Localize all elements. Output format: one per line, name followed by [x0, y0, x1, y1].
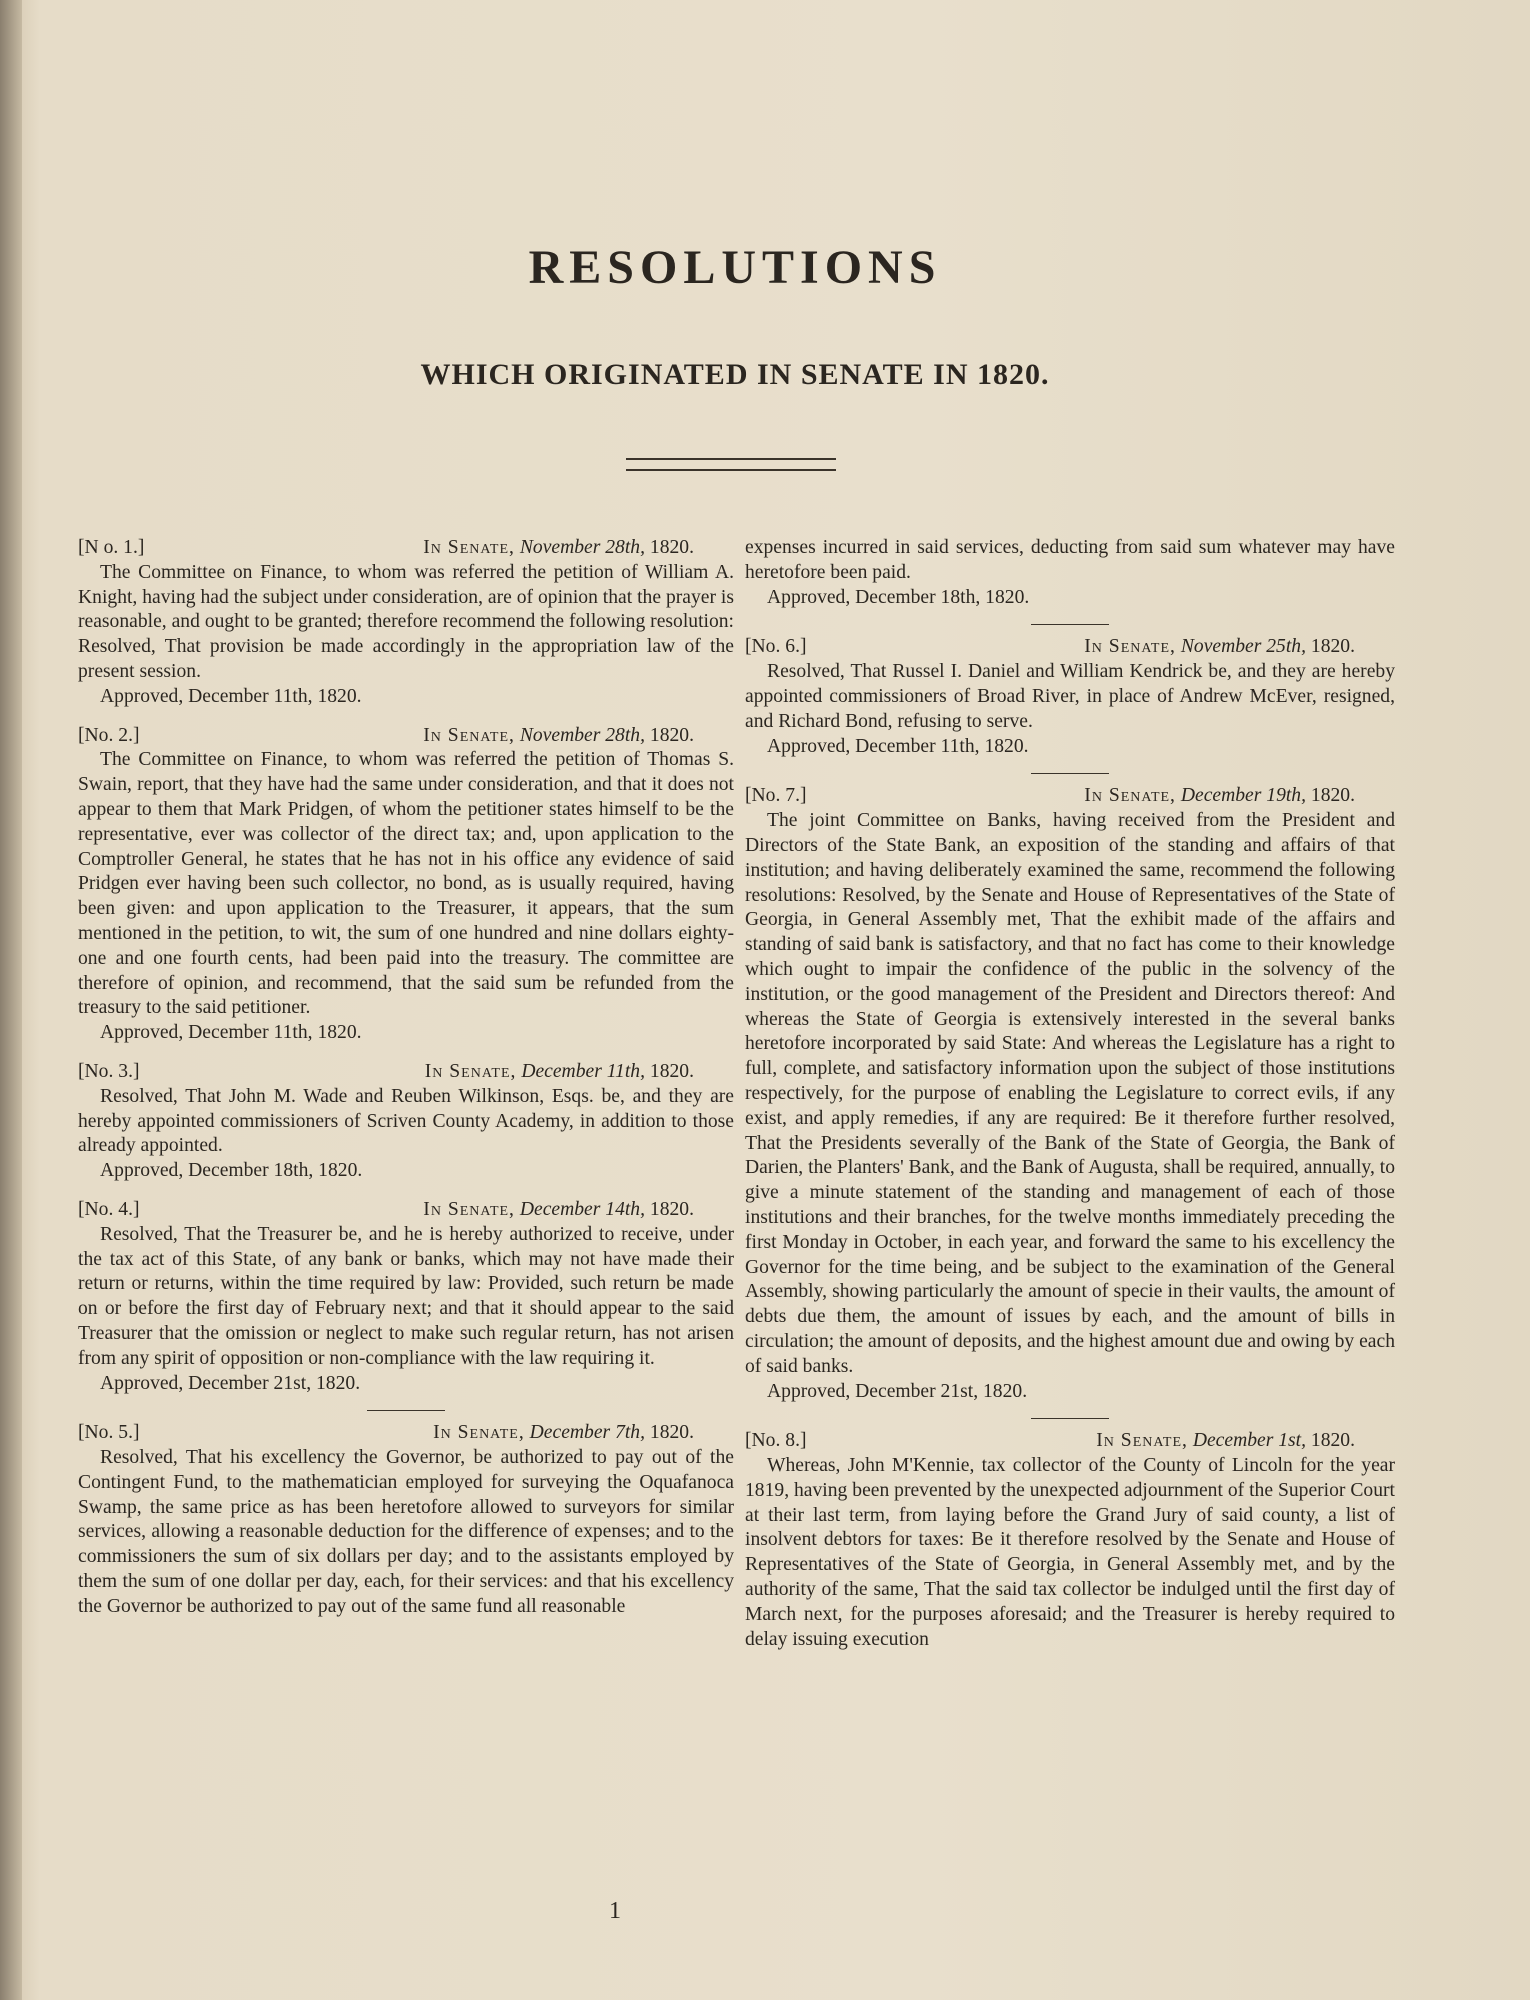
resolution-year: 1820.: [649, 1060, 694, 1082]
approval-line: Approved, December 11th, 1820.: [100, 1022, 362, 1044]
book-gutter: [0, 0, 22, 2000]
approval-line: Approved, December 21st, 1820.: [767, 1380, 1028, 1402]
left-column: [78, 536, 734, 1634]
resolution-number: [No. 2.]: [78, 724, 140, 746]
resolution-date: December 7th,: [529, 1422, 645, 1444]
resolution-text: Resolved, That his excellency the Governor, be authorized to pay out of the Contingent Fund, to the mathematician employed for surveying the Oquafanoca Swamp, the same price as has been heretofore allowed to surveyors for similar services, allowing a reasonable deduction for the difference of expenses; and to the commissioners the sum of six dollars per day; and to the assistants employed by them the sum of one dollar per day, each, for their services: and that his excellency the Governor be authorized to pay out of the same fund all reasonable: [78, 1447, 734, 1617]
page-number: 1: [609, 1898, 621, 1924]
approval-line: Approved, December 18th, 1820.: [100, 1160, 363, 1182]
resolution-year: 1820.: [649, 1422, 694, 1444]
section-divider: [1031, 1418, 1109, 1419]
page-subtitle: WHICH ORIGINATED IN SENATE IN 1820.: [420, 358, 1050, 391]
resolution-header: [78, 724, 734, 749]
resolution-text: Whereas, John M'Kennie, tax collector of the County of Lincoln for the year 1819, having been prevented by the unexpected adjournment of the Superior Court at their last term, from laying before the Grand Jury of said county, a list of insolvent debtors for taxes: Be it therefore resolved by the Senate and House of Representatives of the State of Georgia, in General Assembly met, and by the authority of the same, That the said tax collector be indulged until the first day of March next, for the purposes aforesaid; and the Treasurer is hereby required to delay issuing execution: [745, 1455, 1395, 1650]
section-divider: [367, 1410, 445, 1411]
resolution-1: [78, 536, 734, 710]
resolution-dateline: [1096, 1429, 1395, 1454]
resolution-year: 1820.: [649, 724, 694, 746]
resolution-text: Resolved, That the Treasurer be, and he is hereby authorized to receive, under the tax act of this State, of any bank or banks, which may not have made their return or returns, within the time required by law: Provided, such return be made on or before the first day of February next; and that it should appear to the said Treasurer that the omission or neglect to make such regular return, has not arisen from any spirit of opposition or non-compliance with the law requiring it.: [78, 1223, 734, 1369]
approval-line: Approved, December 11th, 1820.: [767, 735, 1029, 757]
senate-label: In Senate,: [423, 724, 515, 746]
resolution-number: [No. 6.]: [745, 636, 807, 658]
resolution-date: November 28th,: [519, 537, 645, 558]
resolution-date: November 28th,: [519, 724, 645, 746]
ornamental-rule: [626, 458, 836, 471]
resolution-number: [No. 5.]: [78, 1422, 140, 1444]
resolution-header: [78, 1421, 734, 1446]
resolution-8: [745, 1429, 1395, 1652]
resolution-date: November 25th,: [1180, 636, 1306, 658]
resolution-header: [78, 536, 734, 561]
section-divider: [1031, 773, 1109, 774]
resolution-number: [No. 8.]: [745, 1430, 807, 1452]
resolution-date: December 11th,: [521, 1060, 645, 1082]
resolution-year: 1820.: [1310, 636, 1355, 658]
senate-label: In Senate,: [424, 1060, 517, 1082]
senate-label: In Senate,: [1096, 1430, 1188, 1452]
senate-label: In Senate,: [423, 1198, 515, 1220]
resolution-year: 1820.: [1310, 1430, 1355, 1452]
senate-label: In Senate,: [1084, 785, 1176, 807]
resolution-text: The Committee on Finance, to whom was referred the petition of William A. Knight, having had the subject under consideration, are of opinion that the prayer is reasonable, and ought to be granted; therefore recommend the following resolution: Resolved, That provision be made accordingly in the appropriation law of the present session.: [78, 561, 734, 682]
resolution-header: [745, 1429, 1395, 1454]
resolution-5: [78, 1421, 734, 1619]
resolution-header: [745, 784, 1395, 809]
resolution-number: [No. 4.]: [78, 1198, 140, 1220]
approval-line: Approved, December 18th, 1820.: [767, 586, 1030, 608]
resolution-date: December 1st,: [1192, 1430, 1306, 1452]
senate-label: In Senate,: [433, 1422, 525, 1444]
resolution-number: [No. 3.]: [78, 1060, 140, 1082]
resolution-2: [78, 724, 734, 1046]
resolution-dateline: [433, 1421, 734, 1446]
resolution-text: The Committee on Finance, to whom was referred the petition of Thomas S. Swain, report, that they have had the same under consideration, and that it does not appear to them that Mark Pridgen, of whom the petitioner states himself to be the representative, ever was collector of the direct tax; and, upon application to the Comptroller General, he states that he has not in his office any evidence of said Pridgen ever having been such collector, no bond, as is usually required, having been given: and upon application to the Treasurer, it appears, that the sum mentioned in the petition, to wit, the sum of one hundred and nine dollars eighty-one and one fourth cents, had been paid into the treasury. The committee are therefore of opinion, and recommend, that the said sum be refunded from the treasury to the said petitioner.: [78, 749, 734, 1019]
page-title: RESOLUTIONS: [528, 241, 942, 294]
resolution-7: [745, 784, 1395, 1404]
resolution-date: December 19th,: [1180, 785, 1306, 807]
approval-line: Approved, December 21st, 1820.: [100, 1372, 361, 1394]
resolution-dateline: [423, 1198, 734, 1223]
resolution-dateline: [1084, 784, 1395, 809]
resolution-3: [78, 1060, 734, 1184]
continued-resolution-5: [745, 536, 1395, 610]
resolution-header: [78, 1198, 734, 1223]
resolution-number: [N o. 1.]: [78, 537, 145, 558]
resolution-year: 1820.: [1310, 785, 1355, 807]
resolution-6: [745, 635, 1395, 759]
approval-line: Approved, December 11th, 1820.: [100, 685, 362, 707]
senate-label: In Senate,: [1084, 636, 1176, 658]
resolution-text: Resolved, That Russel I. Daniel and William Kendrick be, and they are hereby appointed commissioners of Broad River, in place of Andrew McEver, resigned, and Richard Bond, refusing to serve.: [745, 661, 1395, 732]
resolution-year: 1820.: [649, 1198, 694, 1220]
resolution-number: [No. 7.]: [745, 785, 807, 807]
resolution-dateline: [423, 724, 734, 749]
resolution-text: Resolved, That John M. Wade and Reuben Wilkinson, Esqs. be, and they are hereby appointed commissioners of Scriven County Academy, in addition to those already appointed.: [78, 1085, 734, 1157]
resolution-dateline: [425, 1060, 734, 1085]
resolution-text: The joint Committee on Banks, having received from the President and Directors of the State Bank, an exposition of the standing and affairs of that institution; and having deliberately examined the same, recommend the following resolutions: Resolved, by the Senate and House of Representatives of the State of Georgia, in General Assembly met, That the exhibit made of the affairs and standing of said bank is satisfactory, and that no fact has come to their knowledge which ought to impair the confidence of the public in the solvency of the institution, or the good management of the President and Directors thereof: And whereas the State of Georgia is extensively interested in the several banks heretofore incorporated by said State: And whereas the Legislature has a right to full, complete, and satisfactory information upon the subject of those institutions respectively, for the purpose of enabling the Legislature to correct evils, if any exist, and apply remedies, if any are required: Be it therefore further resolved, That the Presidents severally of the Bank of the State of Georgia, the Bank of Darien, the Planters' Bank, and the Bank of Augusta, shall be required, annually, to give a minute statement of the standing and management of each of those institutions and their branches, for the twelve months immediately preceding the first Monday in October, in each year, and forward the same to his excellency the Governor for the time being, and be subject to the examination of the General Assembly, showing particularly the amount of specie in their vaults, the amount of debts due them, the amount of issues by each, and the amount of bills in circulation; the amount of deposits, and the highest amount due and owing by each of said banks.: [745, 810, 1395, 1377]
resolution-header: [745, 635, 1395, 660]
resolution-dateline: [1084, 635, 1395, 660]
resolution-year: 1820.: [649, 537, 694, 558]
resolution-date: December 14th,: [519, 1198, 645, 1220]
continued-text: expenses incurred in said services, deducting from said sum whatever may have heretofore been paid.: [745, 537, 1395, 583]
resolution-dateline: [423, 536, 734, 561]
right-column: [745, 536, 1395, 1666]
senate-label: In Senate,: [423, 537, 515, 558]
section-divider: [1031, 624, 1109, 625]
resolution-4: [78, 1198, 734, 1396]
resolution-header: [78, 1060, 734, 1085]
